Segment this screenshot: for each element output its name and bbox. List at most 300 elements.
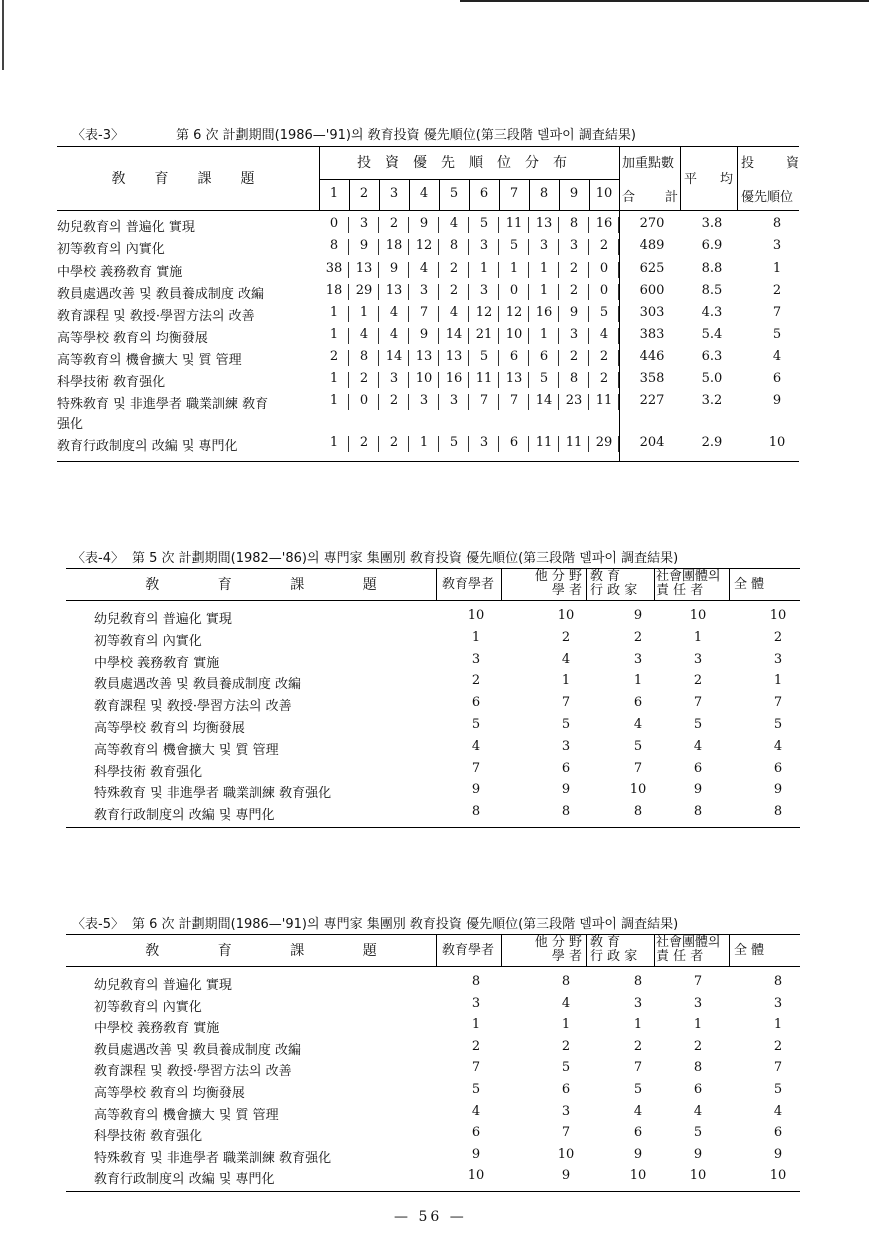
- table3-rank-header: 5: [449, 186, 459, 201]
- weighted-total-cell: 204: [639, 435, 665, 450]
- cell-bracket: [618, 306, 619, 322]
- rank-cell: 1: [633, 673, 643, 689]
- table-row: [66, 1039, 800, 1060]
- rank-cell: 4: [693, 738, 703, 754]
- rank-count-cell: 11: [595, 393, 613, 408]
- rank-cell: 9: [561, 1168, 571, 1184]
- table4-col-educators: 敎育學者: [442, 577, 495, 592]
- rank-count-cell: 1: [539, 327, 549, 342]
- table4-divider: [586, 568, 587, 600]
- rank-cell: 6: [471, 1125, 481, 1141]
- table5-divider: [654, 934, 655, 966]
- rank-cell: 6: [471, 695, 481, 711]
- cell-bracket: [498, 328, 499, 344]
- rank-cell: 3: [773, 651, 783, 667]
- row-label: 高等敎育의 機會擴大 및 質 管理: [57, 353, 242, 368]
- cell-bracket: [498, 284, 499, 300]
- table-row: [66, 974, 800, 995]
- row-label: 敎員處遇改善 및 敎員養成制度 改編: [94, 1042, 301, 1058]
- cell-bracket: [528, 262, 529, 278]
- rank-count-cell: 1: [329, 371, 339, 386]
- cell-bracket: [408, 394, 409, 410]
- rank-count-cell: 2: [359, 435, 369, 450]
- cell-bracket: [378, 262, 379, 278]
- rank-cell: 10: [467, 608, 485, 623]
- cell-bracket: [468, 284, 469, 300]
- rank-count-cell: 8: [359, 349, 369, 364]
- table-row: [66, 1082, 800, 1103]
- table-row: [57, 216, 799, 238]
- rank-cell: 4: [633, 717, 643, 732]
- rank-count-cell: 2: [329, 349, 339, 364]
- table5-col-civic-leaders: 社會團體의 責 任 者: [656, 935, 721, 964]
- table5-tag: 〈表-5〉: [72, 917, 124, 932]
- table-row: [57, 283, 799, 305]
- cell-bracket: [378, 350, 379, 366]
- cell-bracket: [588, 350, 589, 366]
- cell-bracket: [438, 239, 439, 255]
- table-row: [57, 327, 799, 349]
- row-label: 科學技術 敎育强化: [57, 375, 166, 390]
- row-label: 初等敎育의 內實化: [94, 999, 202, 1015]
- average-cell: 4.3: [701, 305, 723, 320]
- rank-cell: 1: [773, 673, 783, 689]
- cell-bracket: [528, 284, 529, 300]
- rank-count-cell: 3: [479, 238, 489, 253]
- table3: [57, 146, 799, 462]
- rank-count-cell: 29: [595, 435, 613, 450]
- rank-count-cell: 4: [359, 327, 369, 342]
- cell-bracket: [408, 436, 409, 452]
- cell-bracket: [498, 372, 499, 388]
- row-label: 科學技術 敎育强化: [94, 764, 203, 780]
- rank-cell: 2: [633, 1038, 643, 1054]
- priority-cell: 9: [772, 393, 782, 408]
- row-label: 幼兒敎育의 普遍化 實現: [57, 220, 195, 235]
- table-row: [66, 1147, 800, 1168]
- table5-caption: [72, 913, 678, 932]
- rank-cell: 7: [693, 974, 703, 989]
- cell-bracket: [618, 394, 619, 410]
- rank-cell: 7: [561, 695, 571, 711]
- rank-count-cell: 8: [569, 371, 579, 386]
- rank-cell: 8: [633, 804, 643, 820]
- rank-count-cell: 9: [389, 261, 399, 276]
- cell-bracket: [378, 217, 379, 233]
- cell-bracket: [468, 394, 469, 410]
- rank-count-cell: 7: [509, 393, 519, 408]
- row-label: 敎育行政制度의 改編 및 專門化: [57, 439, 238, 454]
- rank-cell: 2: [561, 629, 571, 645]
- rank-count-cell: 5: [449, 435, 459, 450]
- cell-bracket: [438, 372, 439, 388]
- cell-bracket: [438, 262, 439, 278]
- table3-weighted-header: 加重點數: [622, 156, 675, 171]
- row-label: 敎員處遇改善 및 敎員養成制度 改編: [57, 287, 264, 302]
- cell-bracket: [618, 372, 619, 388]
- cell-bracket: [438, 436, 439, 452]
- rank-count-cell: 2: [389, 435, 399, 450]
- table3-rank-divider: [499, 179, 500, 210]
- rank-cell: 3: [471, 995, 481, 1011]
- cell-bracket: [438, 306, 439, 322]
- cell-bracket: [348, 328, 349, 344]
- rank-count-cell: 6: [539, 349, 549, 364]
- rank-count-cell: 9: [569, 305, 579, 320]
- rank-count-cell: 2: [569, 283, 579, 298]
- cell-bracket: [408, 372, 409, 388]
- rank-count-cell: 13: [415, 349, 433, 364]
- cell-bracket: [558, 394, 559, 410]
- rank-cell: 9: [471, 782, 481, 798]
- rank-cell: 2: [773, 1038, 783, 1054]
- rank-count-cell: 4: [389, 305, 399, 320]
- rank-count-cell: 0: [359, 393, 369, 408]
- rank-count-cell: 13: [505, 371, 523, 386]
- table-row: [66, 630, 800, 651]
- cell-bracket: [588, 239, 589, 255]
- cell-bracket: [378, 328, 379, 344]
- table4-divider: [654, 568, 655, 600]
- row-label: 幼兒敎育의 普遍化 實現: [94, 612, 232, 627]
- cell-bracket: [438, 350, 439, 366]
- rank-count-cell: 2: [569, 349, 579, 364]
- cell-bracket: [528, 394, 529, 410]
- cell-bracket: [588, 217, 589, 233]
- rank-count-cell: 1: [479, 261, 489, 276]
- cell-bracket: [348, 239, 349, 255]
- average-cell: 2.9: [701, 435, 723, 450]
- rank-count-cell: 9: [359, 238, 369, 253]
- rank-count-cell: 9: [419, 216, 429, 231]
- table-row: [66, 1168, 800, 1189]
- cell-bracket: [408, 217, 409, 233]
- row-label: 中學校 義務敎育 實施: [94, 655, 220, 671]
- rank-cell: 4: [471, 738, 481, 754]
- cell-bracket: [468, 436, 469, 452]
- table4-col-total: 全 體: [734, 577, 765, 592]
- rank-cell: 2: [561, 1038, 571, 1054]
- rank-count-cell: 8: [569, 216, 579, 231]
- table3-priority-header: 投 資: [741, 156, 799, 171]
- cell-bracket: [408, 239, 409, 255]
- cell-bracket: [378, 394, 379, 410]
- table-row: [66, 1060, 800, 1081]
- rank-cell: 4: [471, 1103, 481, 1119]
- row-label: 特殊敎育 및 非進學者 職業訓練 敎育强化: [94, 1150, 332, 1166]
- cell-bracket: [348, 262, 349, 278]
- rank-count-cell: 2: [599, 238, 609, 253]
- rank-cell: 4: [561, 995, 571, 1011]
- table-row: [57, 435, 799, 457]
- rank-count-cell: 2: [599, 349, 609, 364]
- table4-caption: [72, 547, 678, 566]
- cell-bracket: [408, 284, 409, 300]
- rank-count-cell: 16: [535, 305, 553, 320]
- rank-count-cell: 0: [599, 261, 609, 276]
- table3-rank-header: 10: [595, 186, 613, 201]
- rank-count-cell: 3: [569, 327, 579, 342]
- table3-topic-header: 敎 育 課 題: [111, 171, 255, 187]
- table4-col-other-scholars: 他 分 野 學 者: [534, 569, 582, 598]
- rank-count-cell: 11: [535, 435, 553, 450]
- cell-bracket: [618, 284, 619, 300]
- cell-bracket: [348, 306, 349, 322]
- cell-bracket: [588, 262, 589, 278]
- rank-cell: 3: [693, 651, 703, 667]
- rank-cell: 5: [693, 1125, 703, 1141]
- row-label: 科學技術 敎育强化: [94, 1129, 203, 1145]
- rank-count-cell: 14: [535, 393, 553, 408]
- rank-count-cell: 3: [449, 393, 459, 408]
- rank-cell: 1: [693, 1017, 703, 1033]
- priority-cell: 7: [772, 305, 782, 320]
- table-row: [66, 804, 800, 825]
- rank-count-cell: 1: [329, 327, 339, 342]
- rank-cell: 3: [693, 995, 703, 1011]
- cell-bracket: [558, 239, 559, 255]
- rank-count-cell: 5: [599, 305, 609, 320]
- weighted-total-cell: 446: [639, 349, 665, 364]
- cell-bracket: [558, 436, 559, 452]
- scan-edge: [2, 0, 4, 70]
- rank-cell: 10: [769, 1168, 787, 1184]
- rank-cell: 7: [633, 1060, 643, 1076]
- cell-bracket: [618, 217, 619, 233]
- rank-count-cell: 18: [385, 238, 403, 253]
- weighted-total-cell: 303: [639, 305, 665, 320]
- row-label: 中學校 義務敎育 實施: [94, 1021, 220, 1037]
- rank-cell: 2: [693, 1038, 703, 1054]
- rank-cell: 10: [689, 1168, 707, 1184]
- rank-count-cell: 4: [389, 327, 399, 342]
- rank-cell: 5: [633, 1082, 643, 1097]
- rank-count-cell: 2: [599, 371, 609, 386]
- rank-count-cell: 3: [419, 393, 429, 408]
- priority-cell: 4: [772, 349, 782, 364]
- cell-bracket: [588, 372, 589, 388]
- rank-cell: 7: [773, 695, 783, 711]
- rank-cell: 10: [769, 608, 787, 623]
- priority-cell: 3: [772, 238, 782, 253]
- priority-cell: 6: [772, 371, 782, 386]
- cell-bracket: [558, 306, 559, 322]
- rank-cell: 6: [561, 760, 571, 776]
- rank-count-cell: 29: [355, 283, 373, 298]
- rank-cell: 3: [633, 651, 643, 667]
- rank-count-cell: 38: [325, 261, 343, 276]
- rank-cell: 10: [689, 608, 707, 623]
- rank-cell: 10: [467, 1168, 485, 1184]
- table3-average-header: 平 均: [684, 172, 733, 187]
- table5-title: 第 6 次 計劃期間(1986—'91)의 專門家 集團別 敎育投資 優先順位(第三段階 델파이 調査結果): [131, 917, 679, 932]
- rank-cell: 4: [773, 1103, 783, 1119]
- row-label: 初等敎育의 內實化: [57, 242, 165, 257]
- rank-cell: 3: [471, 651, 481, 667]
- cell-bracket: [558, 262, 559, 278]
- weighted-total-cell: 600: [639, 283, 665, 298]
- cell-bracket: [438, 328, 439, 344]
- rank-cell: 8: [471, 804, 481, 820]
- cell-bracket: [528, 372, 529, 388]
- priority-cell: 2: [772, 283, 782, 298]
- rank-count-cell: 12: [415, 238, 433, 253]
- table3-rank-header: 6: [479, 186, 489, 201]
- table3-rank-divider: [349, 179, 350, 210]
- rank-cell: 7: [693, 695, 703, 711]
- rank-cell: 5: [773, 1082, 783, 1097]
- rank-cell: 4: [561, 651, 571, 667]
- rank-count-cell: 14: [445, 327, 463, 342]
- row-label: 特殊敎育 및 非進學者 職業訓練 敎育: [57, 397, 269, 412]
- rank-count-cell: 2: [449, 261, 459, 276]
- rank-count-cell: 16: [445, 371, 463, 386]
- cell-bracket: [348, 436, 349, 452]
- row-label: 特殊敎育 및 非進學者 職業訓練 敎育强化: [94, 786, 332, 802]
- table3-rank-header: 2: [359, 186, 369, 201]
- table5-col-other-scholars: 他 分 野 學 者: [534, 935, 582, 964]
- rank-cell: 2: [471, 1038, 481, 1054]
- row-label: 高等敎育의 機會擴大 및 質 管理: [94, 742, 279, 758]
- row-label: 中學校 義務敎育 實施: [57, 265, 183, 280]
- average-cell: 5.0: [701, 371, 723, 386]
- rank-count-cell: 4: [419, 261, 429, 276]
- table-row: [66, 652, 800, 673]
- priority-cell: 8: [772, 216, 782, 231]
- cell-bracket: [588, 284, 589, 300]
- rank-count-cell: 7: [419, 305, 429, 320]
- rank-cell: 1: [633, 1017, 643, 1033]
- average-cell: 3.2: [701, 393, 723, 408]
- rank-count-cell: 12: [475, 305, 493, 320]
- cell-bracket: [348, 394, 349, 410]
- rank-cell: 5: [471, 1082, 481, 1097]
- rank-cell: 9: [773, 782, 783, 798]
- cell-bracket: [588, 328, 589, 344]
- row-label: 敎育課程 및 敎授·學習方法의 改善: [94, 1064, 292, 1080]
- table4-header-rule: [66, 600, 800, 601]
- rank-cell: 1: [471, 1017, 481, 1033]
- table4-col-administrators: 敎 育 行 政 家: [590, 569, 638, 598]
- table3-rank-header: 3: [389, 186, 399, 201]
- table3-rank-header: 9: [569, 186, 579, 201]
- rank-cell: 7: [561, 1125, 571, 1141]
- rank-cell: 8: [633, 974, 643, 989]
- weighted-total-cell: 625: [639, 261, 665, 276]
- table4-col-civic-leaders: 社會團體의 責 任 者: [656, 569, 721, 598]
- table3-header-rule: [57, 210, 799, 211]
- table5: [66, 934, 800, 1192]
- table3-priority-header-2: 優先順位: [741, 190, 794, 205]
- table3-rank-header: 8: [539, 186, 549, 201]
- rank-count-cell: 9: [419, 327, 429, 342]
- priority-cell: 5: [772, 327, 782, 342]
- rank-cell: 8: [561, 804, 571, 820]
- table3-rank-header: 7: [509, 186, 519, 201]
- rank-cell: 3: [561, 738, 571, 754]
- cell-bracket: [618, 262, 619, 278]
- table3-distribution-title: 投資優先順位分布: [357, 155, 581, 171]
- table5-divider: [436, 934, 437, 966]
- cell-bracket: [468, 239, 469, 255]
- table4-divider: [501, 568, 502, 600]
- table3-title: 第 6 次 計劃期間(1986—'91)의 敎育投資 優先順位(第三段階 델파이 調査結果): [175, 128, 636, 143]
- cell-bracket: [468, 306, 469, 322]
- weighted-total-cell: 227: [639, 393, 665, 408]
- rank-cell: 8: [693, 804, 703, 820]
- cell-bracket: [378, 436, 379, 452]
- rank-cell: 8: [471, 974, 481, 989]
- table-row: [66, 782, 800, 803]
- table3-rank-divider: [559, 179, 560, 210]
- rank-cell: 9: [693, 782, 703, 798]
- rank-count-cell: 3: [539, 238, 549, 253]
- cell-bracket: [378, 284, 379, 300]
- cell-bracket: [528, 239, 529, 255]
- rank-cell: 6: [693, 760, 703, 776]
- top-rule: [460, 0, 869, 2]
- rank-count-cell: 13: [535, 216, 553, 231]
- table-row: [66, 996, 800, 1017]
- table5-col-administrators: 敎 育 行 政 家: [590, 935, 638, 964]
- rank-cell: 10: [629, 1168, 647, 1184]
- rank-count-cell: 1: [329, 305, 339, 320]
- average-cell: 6.3: [701, 349, 723, 364]
- table-row: [66, 739, 800, 760]
- table3-rank-header: 4: [419, 186, 429, 201]
- average-cell: 6.9: [701, 238, 723, 253]
- table3-caption: [72, 124, 636, 143]
- cell-bracket: [498, 217, 499, 233]
- table3-divider: [737, 146, 738, 210]
- rank-count-cell: 10: [505, 327, 523, 342]
- average-cell: 8.8: [701, 261, 723, 276]
- table3-bottom-rule: [57, 461, 799, 462]
- rank-cell: 9: [471, 1146, 481, 1162]
- rank-count-cell: 7: [479, 393, 489, 408]
- page-number: — 56 —: [394, 1209, 467, 1225]
- table5-divider: [729, 934, 730, 966]
- average-cell: 3.8: [701, 216, 723, 231]
- cell-bracket: [408, 262, 409, 278]
- cell-bracket: [348, 217, 349, 233]
- rank-cell: 1: [693, 629, 703, 645]
- rank-cell: 6: [561, 1082, 571, 1097]
- rank-count-cell: 3: [479, 435, 489, 450]
- row-label: 敎育課程 및 敎授·學習方法의 改善: [94, 699, 292, 715]
- cell-bracket: [498, 262, 499, 278]
- table3-rank-divider: [409, 179, 410, 210]
- table-row: [57, 371, 799, 393]
- rank-count-cell: 0: [509, 283, 519, 298]
- cell-bracket: [348, 372, 349, 388]
- rank-count-cell: 5: [479, 216, 489, 231]
- cell-bracket: [468, 372, 469, 388]
- cell-bracket: [408, 306, 409, 322]
- rank-count-cell: 4: [599, 327, 609, 342]
- table5-divider: [586, 934, 587, 966]
- weighted-total-cell: 270: [639, 216, 665, 231]
- table-row: [66, 1104, 800, 1125]
- table-row: [57, 393, 799, 432]
- cell-bracket: [588, 394, 589, 410]
- rank-cell: 3: [773, 995, 783, 1011]
- cell-bracket: [558, 284, 559, 300]
- rank-cell: 6: [633, 1125, 643, 1141]
- rank-cell: 7: [633, 760, 643, 776]
- rank-cell: 5: [471, 717, 481, 732]
- rank-count-cell: 13: [445, 349, 463, 364]
